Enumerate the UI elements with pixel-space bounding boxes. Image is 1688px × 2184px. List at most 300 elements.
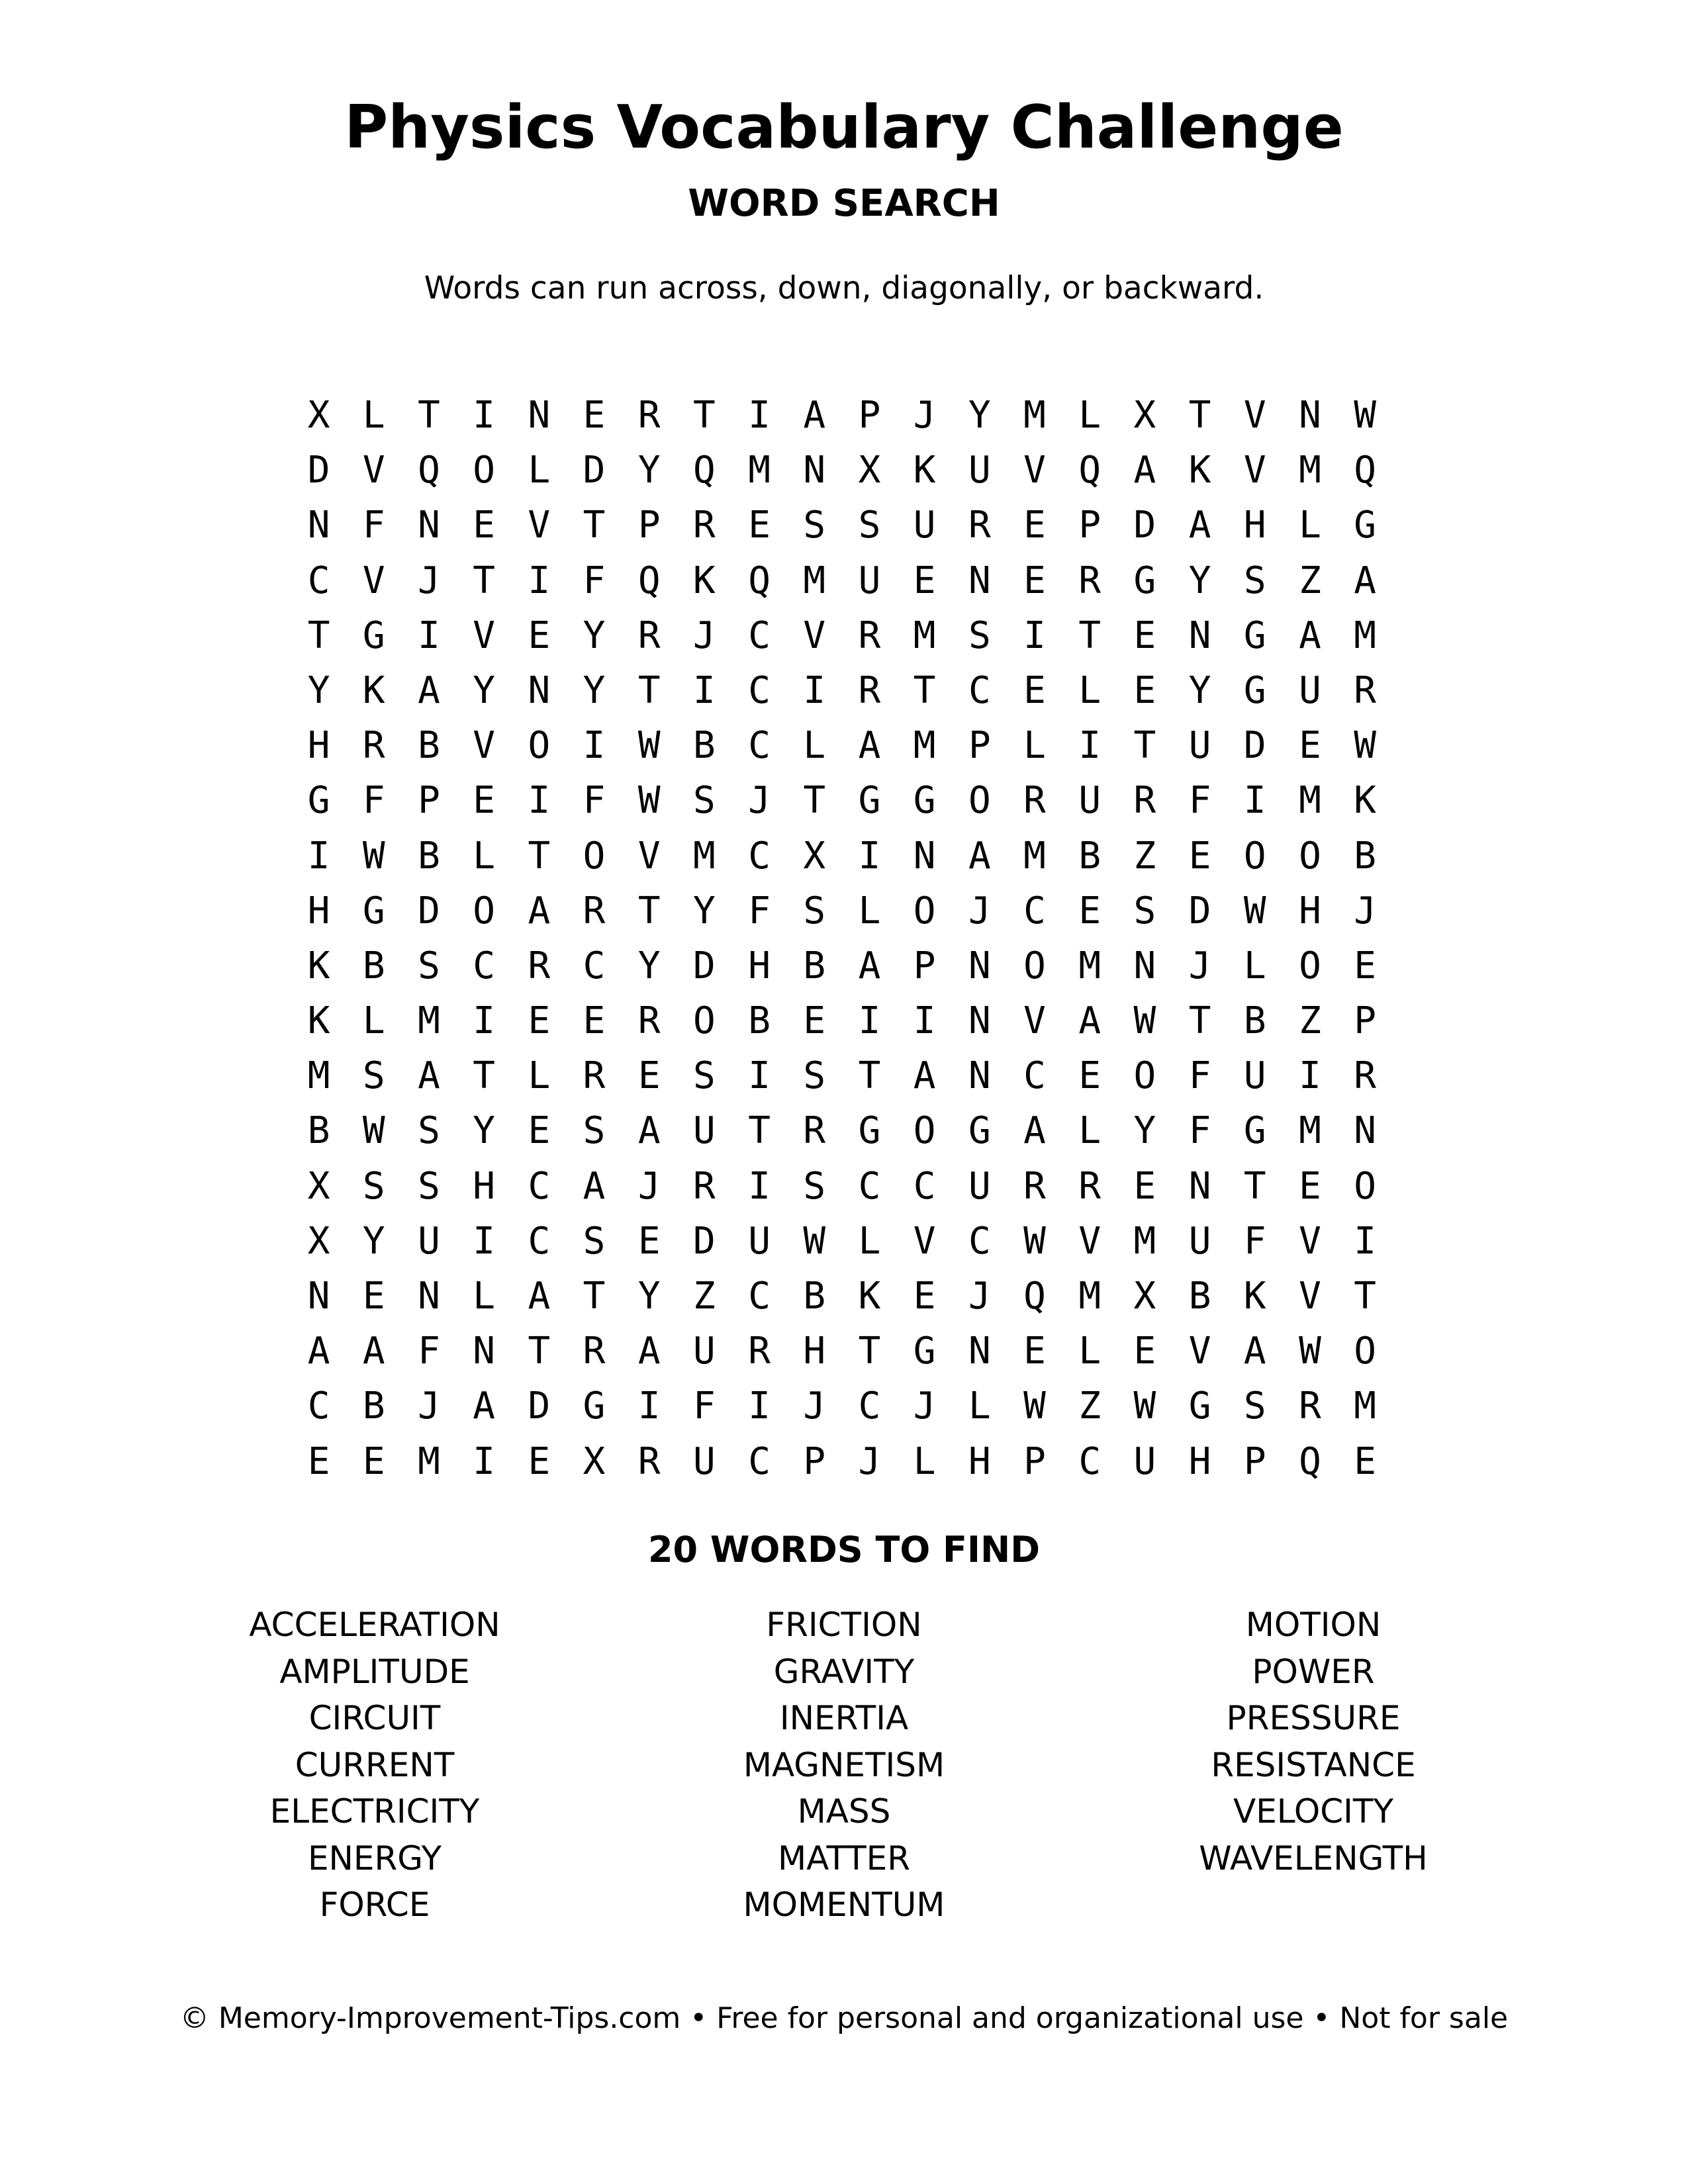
grid-letter: Q — [1354, 449, 1377, 492]
grid-letter: L — [1023, 724, 1046, 768]
grid-letter: B — [803, 944, 826, 987]
grid-letter: T — [583, 1275, 606, 1318]
grid-letter: V — [1188, 1330, 1211, 1373]
grid-letter: H — [307, 889, 330, 933]
grid-letter: R — [693, 1164, 716, 1208]
grid-letter: B — [1243, 999, 1266, 1043]
grid-letter: T — [748, 1109, 771, 1153]
grid-letter: J — [803, 1385, 826, 1428]
grid-letter: G — [362, 614, 385, 657]
grid-letter: E — [803, 999, 826, 1043]
grid-letter: J — [858, 1439, 881, 1483]
grid-letter: G — [968, 1109, 991, 1153]
grid-letter: T — [528, 834, 551, 878]
grid-letter: I — [748, 1054, 771, 1098]
grid-letter: I — [913, 999, 936, 1043]
grid-letter: S — [858, 504, 881, 547]
grid-letter: B — [693, 724, 716, 768]
grid-letter: S — [362, 1054, 385, 1098]
grid-letter: T — [1354, 1275, 1377, 1318]
grid-letter: W — [1023, 1219, 1046, 1263]
grid-letter: R — [528, 944, 551, 987]
grid-letter: E — [528, 1439, 551, 1483]
word-list-item: MOTION — [1245, 1606, 1382, 1644]
grid-letter: I — [693, 668, 716, 712]
grid-letter: M — [1354, 614, 1377, 657]
grid-letter: V — [913, 1219, 936, 1263]
grid-letter: T — [418, 394, 440, 437]
grid-letter: A — [1354, 559, 1377, 602]
grid-letter: I — [473, 1439, 496, 1483]
grid-letter: I — [418, 614, 440, 657]
grid-letter: C — [748, 834, 771, 878]
grid-letter: I — [528, 559, 551, 602]
grid-letter: C — [858, 1164, 881, 1208]
grid-letter: E — [1133, 668, 1156, 712]
grid-letter: T — [913, 668, 936, 712]
grid-letter: G — [1133, 559, 1156, 602]
grid-letter: R — [637, 394, 661, 437]
grid-letter: H — [803, 1330, 826, 1373]
grid-letter: I — [637, 1385, 661, 1428]
grid-letter: R — [748, 1330, 771, 1373]
grid-letter: S — [803, 1164, 826, 1208]
grid-letter: M — [1078, 944, 1102, 987]
grid-letter: H — [307, 724, 330, 768]
grid-letter: U — [418, 1219, 440, 1263]
grid-letter: R — [858, 668, 881, 712]
grid-letter: W — [362, 1109, 385, 1153]
grid-letter: F — [362, 779, 385, 823]
grid-letter: K — [362, 668, 385, 712]
grid-letter: D — [1188, 889, 1211, 933]
grid-letter: T — [473, 1054, 496, 1098]
grid-letter: C — [1023, 1054, 1046, 1098]
grid-letter: I — [1354, 1219, 1377, 1263]
grid-letter: F — [362, 504, 385, 547]
grid-letter: Y — [583, 614, 606, 657]
word-list-item: MASS — [797, 1792, 891, 1831]
grid-letter: W — [1023, 1385, 1046, 1428]
letter-grid — [291, 388, 1393, 1489]
grid-letter: I — [858, 999, 881, 1043]
grid-letter: W — [1133, 1385, 1156, 1428]
grid-letter: M — [307, 1054, 330, 1098]
words-heading: 20 WORDS TO FIND — [647, 1529, 1041, 1570]
grid-letter: I — [473, 394, 496, 437]
grid-letter: T — [473, 559, 496, 602]
grid-letter: O — [1243, 834, 1266, 878]
grid-letter: A — [1299, 614, 1321, 657]
grid-letter: S — [1243, 1385, 1266, 1428]
grid-letter: U — [748, 1219, 771, 1263]
grid-letter: A — [362, 1330, 385, 1373]
grid-letter: O — [473, 449, 496, 492]
grid-letter: A — [858, 944, 881, 987]
grid-letter: R — [583, 1054, 606, 1098]
grid-letter: Q — [1078, 449, 1102, 492]
word-list-item: CIRCUIT — [308, 1699, 441, 1737]
grid-letter: Z — [1299, 999, 1321, 1043]
grid-letter: V — [637, 834, 661, 878]
grid-letter: M — [913, 724, 936, 768]
grid-letter: E — [307, 1439, 330, 1483]
grid-letter: J — [1354, 889, 1377, 933]
grid-letter: G — [913, 1330, 936, 1373]
grid-letter: G — [913, 779, 936, 823]
grid-letter: A — [1023, 1109, 1046, 1153]
grid-letter: I — [1078, 724, 1102, 768]
grid-letter: A — [1188, 504, 1211, 547]
page-subtitle: WORD SEARCH — [688, 182, 1000, 225]
grid-letter: L — [1078, 1109, 1102, 1153]
grid-letter: E — [1023, 559, 1046, 602]
grid-letter: A — [528, 889, 551, 933]
word-list-item: AMPLITUDE — [279, 1652, 470, 1691]
grid-letter: W — [637, 779, 661, 823]
grid-letter: T — [858, 1330, 881, 1373]
grid-letter: N — [968, 999, 991, 1043]
grid-letter: B — [748, 999, 771, 1043]
word-list-item: MATTER — [778, 1839, 910, 1878]
grid-letter: E — [1354, 1439, 1377, 1483]
grid-letter: N — [803, 449, 826, 492]
grid-letter: G — [307, 779, 330, 823]
grid-letter: N — [968, 1054, 991, 1098]
grid-letter: B — [1188, 1275, 1211, 1318]
grid-letter: F — [1188, 779, 1211, 823]
grid-letter: Q — [1299, 1439, 1321, 1483]
grid-letter: U — [693, 1330, 716, 1373]
grid-letter: O — [913, 1109, 936, 1153]
grid-letter: M — [1023, 834, 1046, 878]
grid-letter: U — [1299, 668, 1321, 712]
grid-letter: W — [362, 834, 385, 878]
word-list-item: POWER — [1252, 1652, 1375, 1691]
grid-letter: I — [748, 1385, 771, 1428]
grid-letter: N — [418, 1275, 440, 1318]
grid-letter: E — [1299, 1164, 1321, 1208]
grid-letter: N — [307, 504, 330, 547]
grid-letter: H — [1188, 1439, 1211, 1483]
grid-letter: R — [1023, 1164, 1046, 1208]
grid-letter: A — [1243, 1330, 1266, 1373]
grid-letter: S — [693, 1054, 716, 1098]
word-list-item: FRICTION — [766, 1606, 922, 1644]
grid-letter: M — [1299, 449, 1321, 492]
grid-letter: X — [1133, 1275, 1156, 1318]
grid-letter: L — [362, 999, 385, 1043]
grid-letter: Z — [1078, 1385, 1102, 1428]
grid-letter: L — [1078, 1330, 1102, 1373]
grid-letter: Y — [473, 668, 496, 712]
grid-letter: C — [748, 668, 771, 712]
grid-letter: L — [913, 1439, 936, 1483]
grid-letter: M — [1133, 1219, 1156, 1263]
grid-letter: O — [473, 889, 496, 933]
grid-letter: J — [418, 1385, 440, 1428]
grid-letter: V — [473, 614, 496, 657]
word-list-item: MOMENTUM — [743, 1886, 945, 1924]
grid-letter: E — [1133, 614, 1156, 657]
grid-letter: I — [528, 779, 551, 823]
grid-letter: T — [528, 1330, 551, 1373]
grid-letter: K — [693, 559, 716, 602]
grid-letter: B — [1354, 834, 1377, 878]
grid-letter: Y — [968, 394, 991, 437]
grid-letter: S — [803, 1054, 826, 1098]
grid-letter: K — [1354, 779, 1377, 823]
grid-letter: G — [1243, 614, 1266, 657]
grid-letter: N — [968, 944, 991, 987]
word-list-item: INERTIA — [779, 1699, 909, 1737]
grid-letter: A — [1133, 449, 1156, 492]
grid-letter: B — [307, 1109, 330, 1153]
grid-letter: C — [748, 1439, 771, 1483]
grid-letter: P — [1354, 999, 1377, 1043]
grid-letter: C — [528, 1164, 551, 1208]
grid-letter: A — [637, 1109, 661, 1153]
grid-letter: P — [1078, 504, 1102, 547]
grid-letter: P — [968, 724, 991, 768]
grid-letter: O — [528, 724, 551, 768]
word-list-item: MAGNETISM — [743, 1745, 945, 1784]
grid-letter: W — [1299, 1330, 1321, 1373]
grid-letter: A — [1078, 999, 1102, 1043]
grid-letter: S — [693, 779, 716, 823]
grid-letter: W — [1354, 724, 1377, 768]
grid-letter: I — [858, 834, 881, 878]
grid-letter: H — [473, 1164, 496, 1208]
grid-letter: L — [1078, 668, 1102, 712]
grid-letter: I — [748, 394, 771, 437]
grid-letter: C — [913, 1164, 936, 1208]
grid-letter: S — [418, 944, 440, 987]
grid-letter: K — [1243, 1275, 1266, 1318]
grid-letter: J — [418, 559, 440, 602]
grid-letter: N — [1299, 394, 1321, 437]
grid-letter: Z — [693, 1275, 716, 1318]
grid-letter: L — [1299, 504, 1321, 547]
grid-letter: G — [1188, 1385, 1211, 1428]
grid-letter: M — [1299, 1109, 1321, 1153]
grid-letter: Z — [1299, 559, 1321, 602]
grid-letter: U — [693, 1109, 716, 1153]
grid-letter: G — [583, 1385, 606, 1428]
grid-letter: I — [803, 668, 826, 712]
word-list-item: VELOCITY — [1233, 1792, 1393, 1831]
grid-letter: C — [1078, 1439, 1102, 1483]
word-list-column-3 — [1082, 1602, 1545, 1882]
grid-letter: E — [528, 999, 551, 1043]
grid-letter: L — [1243, 944, 1266, 987]
grid-letter: Q — [418, 449, 440, 492]
grid-letter: R — [1354, 1054, 1377, 1098]
grid-letter: N — [913, 834, 936, 878]
grid-letter: E — [583, 394, 606, 437]
grid-letter: E — [1023, 504, 1046, 547]
grid-letter: R — [803, 1109, 826, 1153]
grid-letter: T — [583, 504, 606, 547]
grid-letter: P — [803, 1439, 826, 1483]
grid-letter: O — [1133, 1054, 1156, 1098]
grid-letter: F — [1188, 1054, 1211, 1098]
grid-letter: U — [1243, 1054, 1266, 1098]
grid-letter: A — [307, 1330, 330, 1373]
grid-letter: R — [968, 504, 991, 547]
grid-letter: L — [473, 1275, 496, 1318]
grid-letter: W — [803, 1219, 826, 1263]
grid-letter: I — [473, 1219, 496, 1263]
grid-letter: G — [858, 1109, 881, 1153]
grid-letter: U — [968, 1164, 991, 1208]
grid-letter: S — [418, 1109, 440, 1153]
grid-letter: O — [1354, 1330, 1377, 1373]
grid-letter: T — [637, 889, 661, 933]
grid-letter: V — [473, 724, 496, 768]
grid-letter: N — [473, 1330, 496, 1373]
grid-letter: E — [1133, 1164, 1156, 1208]
grid-letter: I — [1243, 779, 1266, 823]
grid-letter: S — [583, 1219, 606, 1263]
grid-letter: N — [528, 394, 551, 437]
grid-letter: J — [748, 779, 771, 823]
grid-letter: R — [1299, 1385, 1321, 1428]
grid-letter: B — [362, 1385, 385, 1428]
grid-letter: L — [858, 1219, 881, 1263]
grid-letter: T — [858, 1054, 881, 1098]
grid-letter: E — [528, 614, 551, 657]
grid-letter: D — [583, 449, 606, 492]
grid-letter: E — [362, 1275, 385, 1318]
grid-letter: U — [1078, 779, 1102, 823]
grid-letter: D — [1133, 504, 1156, 547]
grid-letter: A — [418, 668, 440, 712]
grid-letter: N — [418, 504, 440, 547]
grid-letter: U — [968, 449, 991, 492]
grid-letter: M — [1023, 394, 1046, 437]
grid-letter: C — [748, 724, 771, 768]
grid-letter: E — [1133, 1330, 1156, 1373]
grid-letter: M — [693, 834, 716, 878]
grid-letter: R — [1354, 668, 1377, 712]
grid-letter: V — [528, 504, 551, 547]
grid-letter: S — [803, 889, 826, 933]
grid-letter: C — [1023, 889, 1046, 933]
grid-letter: U — [1133, 1439, 1156, 1483]
grid-letter: R — [693, 504, 716, 547]
word-list-item: RESISTANCE — [1211, 1745, 1416, 1784]
grid-letter: V — [803, 614, 826, 657]
grid-letter: Y — [637, 1275, 661, 1318]
word-list-item: ELECTRICITY — [269, 1792, 480, 1831]
grid-letter: V — [1299, 1219, 1321, 1263]
grid-letter: W — [637, 724, 661, 768]
grid-letter: O — [913, 889, 936, 933]
grid-letter: J — [913, 394, 936, 437]
grid-letter: Q — [637, 559, 661, 602]
grid-letter: Y — [362, 1219, 385, 1263]
grid-letter: I — [1023, 614, 1046, 657]
grid-letter: O — [693, 999, 716, 1043]
grid-letter: V — [1243, 449, 1266, 492]
grid-letter: O — [1023, 944, 1046, 987]
grid-letter: T — [1133, 724, 1156, 768]
grid-letter: E — [528, 1109, 551, 1153]
word-list-item: ENERGY — [307, 1839, 442, 1878]
grid-letter: F — [748, 889, 771, 933]
grid-letter: E — [473, 779, 496, 823]
grid-letter: U — [1188, 1219, 1211, 1263]
grid-letter: Y — [473, 1109, 496, 1153]
grid-letter: Q — [1023, 1275, 1046, 1318]
page-title: Physics Vocabulary Challenge — [344, 93, 1344, 162]
grid-letter: B — [418, 724, 440, 768]
grid-letter: C — [307, 1385, 330, 1428]
grid-letter: X — [803, 834, 826, 878]
footer-copyright: © Memory-Improvement-Tips.com • Free for personal and organizational use • Not for sale — [179, 2001, 1509, 2035]
grid-letter: G — [1243, 1109, 1266, 1153]
grid-letter: I — [583, 724, 606, 768]
grid-letter: F — [418, 1330, 440, 1373]
grid-letter: X — [858, 449, 881, 492]
grid-letter: N — [307, 1275, 330, 1318]
grid-letter: A — [858, 724, 881, 768]
grid-letter: D — [528, 1385, 551, 1428]
grid-letter: W — [1133, 999, 1156, 1043]
grid-letter: D — [307, 449, 330, 492]
grid-letter: U — [858, 559, 881, 602]
grid-letter: C — [858, 1385, 881, 1428]
grid-letter: L — [473, 834, 496, 878]
grid-letter: F — [693, 1385, 716, 1428]
grid-letter: E — [913, 559, 936, 602]
grid-letter: N — [968, 1330, 991, 1373]
grid-letter: R — [1078, 1164, 1102, 1208]
grid-letter: F — [583, 559, 606, 602]
grid-letter: A — [913, 1054, 936, 1098]
grid-letter: J — [968, 889, 991, 933]
grid-letter: M — [418, 999, 440, 1043]
grid-letter: K — [1188, 449, 1211, 492]
grid-letter: L — [803, 724, 826, 768]
grid-letter: D — [693, 944, 716, 987]
grid-letter: G — [362, 889, 385, 933]
grid-letter: C — [968, 1219, 991, 1263]
grid-letter: X — [307, 1164, 330, 1208]
grid-letter: E — [1078, 889, 1102, 933]
grid-letter: R — [637, 1439, 661, 1483]
grid-letter: Y — [1188, 668, 1211, 712]
grid-letter: E — [1023, 668, 1046, 712]
grid-letter: Q — [693, 449, 716, 492]
grid-letter: D — [1243, 724, 1266, 768]
grid-letter: T — [1188, 999, 1211, 1043]
grid-letter: N — [1188, 614, 1211, 657]
grid-letter: E — [637, 1054, 661, 1098]
grid-letter: V — [1023, 449, 1046, 492]
grid-letter: Y — [1133, 1109, 1156, 1153]
grid-letter: S — [418, 1164, 440, 1208]
grid-letter: L — [1078, 394, 1102, 437]
grid-letter: M — [748, 449, 771, 492]
grid-letter: B — [803, 1275, 826, 1318]
grid-letter: U — [1188, 724, 1211, 768]
grid-letter: F — [1243, 1219, 1266, 1263]
word-list-item: ACCELERATION — [249, 1606, 500, 1644]
grid-letter: X — [583, 1439, 606, 1483]
grid-letter: V — [362, 559, 385, 602]
